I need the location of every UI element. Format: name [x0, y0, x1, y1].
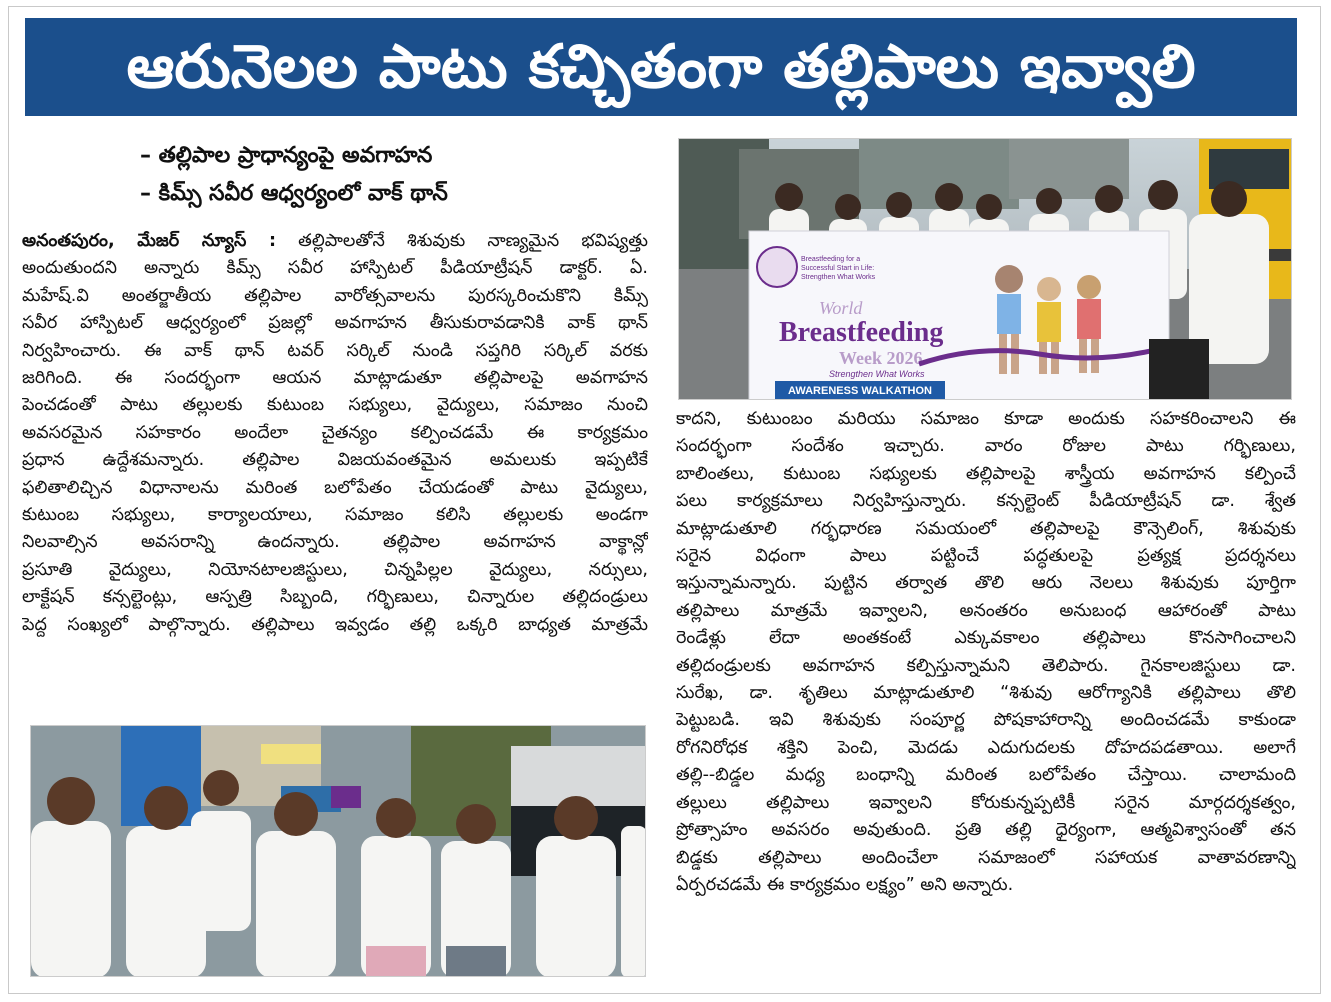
article-line: సురేఖ, డా. శృతిలు మాట్లాడుతూలి “శిశువు ఆరోగ్యానికి తల్లిపాలు తొలి — [676, 683, 1296, 704]
article-line: ఫలితాలిచ్చిన విధానాలను మరింత బలోపేతం చేయడంతో పాటు వైద్యులు, — [22, 477, 648, 498]
svg-text:Successful Start in Life:: Successful Start in Life: — [801, 265, 875, 272]
article-line: రెండేళ్లు లేదా అంతకంటే ఎక్కువకాలం తల్లిపాలు కొనసాగించాలని — [676, 628, 1296, 649]
article-line: నిలవాల్సిన అవసరాన్ని ఉందన్నారు. తల్లిపాల అవగాహన వాక్థాన్లో — [22, 532, 648, 553]
article-line: తల్లిదండ్రులకు అవగాహన కల్పిస్తున్నామని తెలిపారు. గైనకాలజిస్టులు డా. — [676, 655, 1296, 676]
banner-line-5: AWARENESS WALKATHON — [787, 385, 933, 397]
article-line: అనంతపురం, మేజర్ న్యూస్ : తల్లిపాలతోనే శిశువుకు నాణ్యమైన భవిష్యత్తు — [22, 231, 648, 251]
article-line: బాలింతలు, కుటుంబ సభ్యులకు తల్లిపాలపై శాస్త్రీయ అవగాహన కల్పించే — [676, 463, 1296, 484]
headline: ఆరునెలల పాటు కచ్చితంగా తల్లిపాలు ఇవ్వాలి — [126, 32, 1196, 102]
headline-banner — [25, 18, 1297, 116]
article-line: రోగనిరోధక శక్తిని పెంచి, మెదడు ఎదుగుదలకు దోహదపడతాయి. అలాగే — [676, 737, 1296, 758]
walkathon-photo-graphic — [679, 139, 1292, 400]
article-line: అందుతుందని అన్నారు కిమ్స్ సవీర హాస్పిటల్ పీడియాట్రీషన్ డాక్టర్. ఏ. — [22, 258, 648, 279]
article-line: ప్రధాన ఉద్దేశమన్నారు. తల్లిపాల విజయవంతమైన అమలుకు ఇప్పటికే — [22, 450, 648, 471]
article-line: ఏర్పరచడమే ఈ కార్యక్రమం లక్ష్యం” అని అన్నారు. — [676, 874, 1014, 895]
subheading-1: – తల్లిపాల ప్రాధాన్యంపై అవగాహన — [140, 143, 433, 168]
article-line: మహేష్.వి అంతర్జాతీయ తల్లిపాల వారోత్సవాలను పురస్కరించుకొని కిమ్స్ — [22, 285, 648, 306]
article-line: సవీర హాస్పిటల్ ఆధ్వర్యంలో ప్రజల్లో అవగాహన తీసుకురావడానికి వాక్ థాన్ — [22, 313, 648, 334]
dateline: అనంతపురం, మేజర్ న్యూస్ : — [22, 231, 277, 251]
article-line: పలు కార్యక్రమాలు నిర్వహిస్తున్నారు. కన్సల్టెంట్ పీడియాట్రీషన్ డా. శ్వేత — [676, 491, 1296, 512]
svg-text:Strengthen What Works: Strengthen What Works — [801, 274, 876, 281]
article-line: తల్లులు తల్లిపాలు ఇవ్వాలని కోరుకున్నప్పటికీ సరైన మార్గదర్శకత్వం, — [676, 792, 1296, 813]
article-line: పెట్టుబడి. ఇవి శిశువుకు సంపూర్ణ పోషకాహారాన్ని అందించడమే కాకుండా — [676, 710, 1296, 731]
article-column-left — [22, 228, 648, 639]
article-line: సరైన విధంగా పాలు పట్టించే పద్ధతులపై ప్రత్యక్ష ప్రదర్శనలు — [676, 546, 1296, 567]
article-line: కుటుంబ సభ్యులు, కార్యాలయాలు, సమాజం కలిసి తల్లులకు అండగా — [22, 505, 648, 526]
article-line: తల్లిపాలు మాత్రమే ఇవ్వాలని, అనంతరం అనుబంధ ఆహారంతో పాటు — [676, 600, 1296, 621]
article-line: జరిగింది. ఈ సందర్భంగా ఆయన మాట్లాడుతూ తల్లిపాలపై అవగాహన — [22, 368, 648, 389]
walkathon-photo — [678, 138, 1292, 400]
article-line: పెద్ద సంఖ్యలో పాల్గొన్నారు. తల్లిపాలు ఇవ్వడం తల్లి ఒక్కరి బాధ్యత మాత్రమే — [22, 614, 648, 635]
article-line: కాదని, కుటుంబం మరియు సమాజం కూడా అందుకు సహకరించాలని ఈ — [676, 409, 1296, 429]
banner-line-2: Breastfeeding — [779, 317, 944, 348]
article-line: నిర్వహించారు. ఈ వాక్ థాన్ టవర్ సర్కిల్ నుండి సప్తగిరి సర్కిల్ వరకు — [22, 340, 648, 361]
article-line: ప్రోత్సాహం అవసరం అవుతుంది. ప్రతి తల్లి ధైర్యంగా, ఆత్మవిశ్వాసంతో తన — [676, 820, 1296, 841]
article-line: ఇస్తున్నామన్నారు. పుట్టిన తర్వాత తొలి ఆరు నెలలు శిశువుకు పూర్తిగా — [676, 573, 1296, 594]
article-line: బిడ్డకు తల్లిపాలు అందించేలా సమాజంలో సహాయక వాతావరణాన్ని — [676, 847, 1296, 868]
article-line: ప్రసూతి వైద్యులు, నియోనటాలజిస్టులు, చిన్నపిల్లల వైద్యులు, నర్సులు, — [22, 559, 648, 580]
article-line: తల్లి--బిడ్డల మధ్య బంధాన్ని మరింత బలోపేతం చేస్తాయి. చాలామంది — [676, 765, 1296, 786]
article-line: పెంచడంతో పాటు తల్లులకు కుటుంబ సభ్యులు, వైద్యులు, సమాజం నుంచి — [22, 395, 648, 416]
article-column-right — [676, 406, 1296, 899]
banner-line-3: Week 2026 — [839, 348, 923, 368]
participants-photo-graphic — [31, 726, 646, 977]
banner-line-4: Strengthen What Works — [829, 369, 925, 379]
banner-logo-text: Breastfeeding for a — [801, 256, 861, 263]
article-line: అవసరమైన సహకారం అందేలా చైతన్యం కల్పించడమే ఈ కార్యక్రమం — [22, 422, 648, 443]
subheading-2: – కిమ్స్ సవీర ఆధ్వర్యంలో వాక్ థాన్ — [140, 181, 448, 206]
article-line: లాక్టేషన్ కన్సల్టెంట్లు, ఆస్పత్రి సిబ్బంది, గర్భిణులు, చిన్నారుల తల్లిదండ్రులు — [22, 587, 648, 608]
article-line: మాట్లాడుతూలి గర్భధారణ సమయంలో తల్లిపాలపై కౌన్సెలింగ్, శిశువుకు — [676, 518, 1296, 539]
banner-line-1: World — [819, 298, 863, 318]
article-line: సందర్భంగా సందేశం ఇచ్చారు. వారం రోజుల పాటు గర్భిణులు, — [676, 436, 1296, 457]
participants-photo — [30, 725, 646, 977]
